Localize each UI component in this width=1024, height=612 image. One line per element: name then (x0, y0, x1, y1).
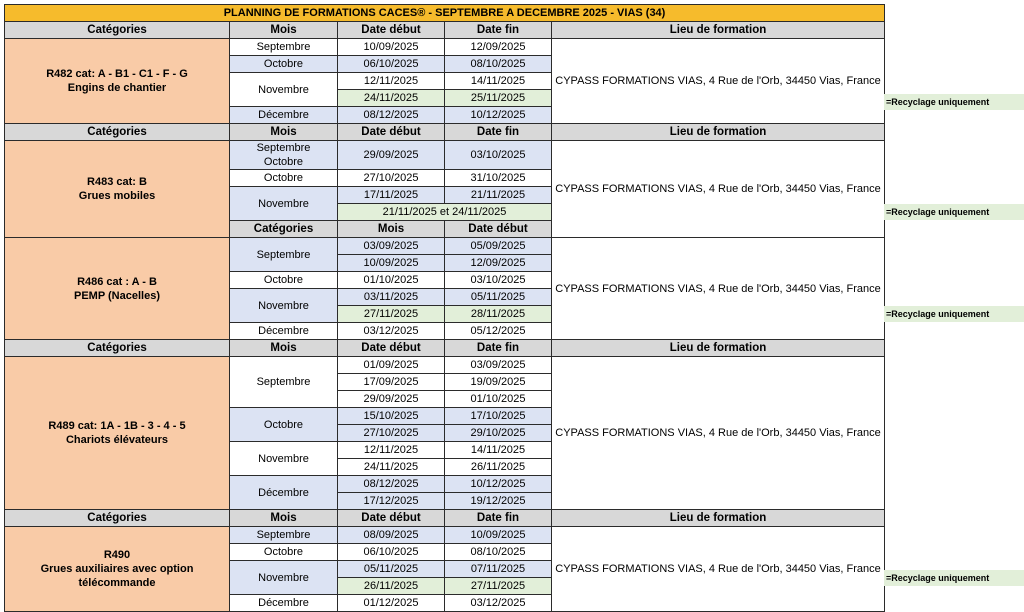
date-debut-cell: 29/09/2025 (338, 391, 445, 408)
date-debut-cell: 10/09/2025 (338, 39, 445, 56)
date-fin-cell: 05/09/2025 (445, 238, 552, 255)
category-code: R483 cat: B (87, 176, 147, 188)
category-code: R489 cat: 1A - 1B - 3 - 4 - 5 (48, 420, 186, 432)
month-cell: Octobre (230, 170, 338, 187)
date-debut-cell: 12/11/2025 (338, 73, 445, 90)
section-header-row (5, 22, 885, 39)
date-fin-cell: 12/09/2025 (445, 39, 552, 56)
category-cell (5, 141, 230, 238)
date-debut-cell: 12/11/2025 (338, 442, 445, 459)
date-debut-cell: 27/10/2025 (338, 170, 445, 187)
header-mois: Mois (230, 510, 338, 527)
month-cell: Octobre (230, 408, 338, 442)
date-debut-cell: 10/09/2025 (338, 255, 445, 272)
month-cell: Novembre (230, 442, 338, 476)
date-debut-cell: 27/11/2025 (338, 306, 445, 323)
date-fin-cell: 14/11/2025 (445, 73, 552, 90)
month-cell: Décembre (230, 476, 338, 510)
date-fin-cell: 27/11/2025 (445, 578, 552, 595)
header-date-fin: Date fin (445, 510, 552, 527)
date-debut-cell: 05/11/2025 (338, 561, 445, 578)
month-cell: Octobre (230, 544, 338, 561)
month-cell: Décembre (230, 107, 338, 124)
date-debut-cell: 03/12/2025 (338, 323, 445, 340)
section-header-row (5, 340, 885, 357)
date-fin-cell: 03/09/2025 (445, 357, 552, 374)
lieu-cell (552, 238, 885, 340)
date-debut-cell: 01/09/2025 (338, 357, 445, 374)
header-categories: Catégories (5, 510, 230, 527)
header-date-debut: Date début (445, 221, 552, 238)
date-fin-cell: 19/12/2025 (445, 493, 552, 510)
month-cell (230, 141, 338, 170)
category-label: Chariots élévateurs (65, 434, 169, 446)
header-date-debut: Date début (338, 340, 445, 357)
section-header-row (5, 510, 885, 527)
header-mois: Mois (230, 124, 338, 141)
date-debut-cell: 29/09/2025 (338, 141, 445, 170)
header-lieu: Lieu de formation (552, 340, 885, 357)
header-lieu: Lieu de formation (552, 124, 885, 141)
category-label: Engins de chantier (67, 82, 167, 94)
lieu-text: CYPASS FORMATIONS VIAS, 4 Rue de l'Orb, 34450 Vias, France (555, 282, 881, 295)
header-lieu: Lieu de formation (552, 22, 885, 39)
category-label: Grues auxiliaires avec option (40, 563, 194, 575)
lieu-cell (552, 141, 885, 238)
date-fin-cell: 12/09/2025 (445, 255, 552, 272)
date-debut-cell: 08/09/2025 (338, 527, 445, 544)
date-fin-cell: 10/12/2025 (445, 476, 552, 493)
date-fin-cell: 08/10/2025 (445, 56, 552, 73)
date-fin-cell: 10/09/2025 (445, 527, 552, 544)
lieu-text: CYPASS FORMATIONS VIAS, 4 Rue de l'Orb, 34450 Vias, France (555, 183, 881, 195)
month-cell: Septembre (230, 39, 338, 56)
lieu-cell (552, 527, 885, 612)
page-title: PLANNING DE FORMATIONS CACES® - SEPTEMBRE A DECEMBRE 2025 - VIAS (34) (5, 5, 885, 22)
month-cell: Novembre (230, 289, 338, 323)
date-debut-cell: 17/11/2025 (338, 187, 445, 204)
legend-recyclage: =Recyclage uniquement (884, 570, 1024, 586)
month-cell: Octobre (230, 272, 338, 289)
header-categories: Catégories (5, 22, 230, 39)
header-lieu: Lieu de formation (552, 510, 885, 527)
date-debut-cell: 26/11/2025 (338, 578, 445, 595)
date-fin-cell: 07/11/2025 (445, 561, 552, 578)
date-fin-cell: 29/10/2025 (445, 425, 552, 442)
date-fin-cell: 03/12/2025 (445, 595, 552, 612)
date-fin-cell: 14/11/2025 (445, 442, 552, 459)
date-fin-cell: 28/11/2025 (445, 306, 552, 323)
legend-recyclage: =Recyclage uniquement (884, 306, 1024, 322)
legend-recyclage: =Recyclage uniquement (884, 94, 1024, 110)
category-code: R486 cat : A - B (77, 275, 157, 288)
category-cell (5, 527, 230, 612)
lieu-cell (552, 39, 885, 124)
header-date-fin: Date fin (445, 340, 552, 357)
header-mois: Mois (230, 340, 338, 357)
date-fin-cell: 31/10/2025 (445, 170, 552, 187)
header-date-debut: Date début (338, 22, 445, 39)
date-debut-cell: 15/10/2025 (338, 408, 445, 425)
month-cell: Octobre (230, 56, 338, 73)
date-range-cell: 21/11/2025 et 24/11/2025 (338, 204, 552, 221)
date-debut-cell: 03/11/2025 (338, 289, 445, 306)
legend-recyclage: =Recyclage uniquement (884, 204, 1024, 220)
date-fin-cell: 19/09/2025 (445, 374, 552, 391)
header-mois: Mois (338, 221, 445, 238)
category-label: Grues mobiles (78, 190, 156, 202)
month-cell: Novembre (230, 187, 338, 221)
lieu-text: CYPASS FORMATIONS VIAS, 4 Rue de l'Orb, 34450 Vias, France (555, 427, 881, 439)
month-cell: Septembre (230, 357, 338, 408)
lieu-cell (552, 357, 885, 510)
header-categories: Catégories (5, 124, 230, 141)
date-debut-cell: 06/10/2025 (338, 56, 445, 73)
date-fin-cell: 01/10/2025 (445, 391, 552, 408)
header-categories: Catégories (5, 340, 230, 357)
category-label-line2: télécommande (78, 577, 156, 589)
date-fin-cell: 21/11/2025 (445, 187, 552, 204)
date-debut-cell: 27/10/2025 (338, 425, 445, 442)
date-fin-cell: 17/10/2025 (445, 408, 552, 425)
date-debut-cell: 08/12/2025 (338, 107, 445, 124)
date-debut-cell: 17/09/2025 (338, 374, 445, 391)
category-cell (5, 238, 230, 340)
date-debut-cell: 06/10/2025 (338, 544, 445, 561)
date-fin-cell: 10/12/2025 (445, 107, 552, 124)
category-cell (5, 357, 230, 510)
date-debut-cell: 01/12/2025 (338, 595, 445, 612)
date-fin-cell: 05/11/2025 (445, 289, 552, 306)
header-date-debut: Date début (338, 510, 445, 527)
month-cell: Novembre (230, 73, 338, 107)
table-row (5, 357, 885, 374)
date-debut-cell: 17/12/2025 (338, 493, 445, 510)
month-line: Octobre (263, 156, 304, 168)
date-fin-cell: 25/11/2025 (445, 90, 552, 107)
month-cell: Décembre (230, 323, 338, 340)
training-schedule (4, 4, 884, 612)
header-date-debut: Date début (338, 124, 445, 141)
month-cell: Septembre (230, 238, 338, 272)
month-cell: Décembre (230, 595, 338, 612)
category-code: R490 (103, 549, 131, 561)
lieu-text: CYPASS FORMATIONS VIAS, 4 Rue de l'Orb, 34450 Vias, France (555, 75, 881, 87)
date-fin-cell: 08/10/2025 (445, 544, 552, 561)
date-fin-cell: 26/11/2025 (445, 459, 552, 476)
date-debut-cell: 03/09/2025 (338, 238, 445, 255)
header-date-fin: Date fin (445, 124, 552, 141)
header-date-fin: Date fin (445, 22, 552, 39)
table-row (5, 39, 885, 56)
date-fin-cell: 05/12/2025 (445, 323, 552, 340)
table-row (5, 527, 885, 544)
month-cell: Novembre (230, 561, 338, 595)
section-header-row (5, 124, 885, 141)
month-line: Septembre (256, 142, 311, 154)
category-label: PEMP (Nacelles) (73, 289, 160, 302)
date-fin-cell: 03/10/2025 (445, 272, 552, 289)
category-code: R482 cat: A - B1 - C1 - F - G (46, 68, 188, 80)
table-row (5, 238, 885, 255)
date-debut-cell: 24/11/2025 (338, 90, 445, 107)
table-row (5, 141, 885, 170)
lieu-text: CYPASS FORMATIONS VIAS, 4 Rue de l'Orb, 34450 Vias, France (555, 563, 881, 575)
header-categories: Catégories (230, 221, 338, 238)
date-debut-cell: 24/11/2025 (338, 459, 445, 476)
month-cell: Septembre (230, 527, 338, 544)
date-debut-cell: 01/10/2025 (338, 272, 445, 289)
category-cell (5, 39, 230, 124)
date-fin-cell: 03/10/2025 (445, 141, 552, 170)
schedule-table (4, 4, 885, 612)
header-mois: Mois (230, 22, 338, 39)
date-debut-cell: 08/12/2025 (338, 476, 445, 493)
